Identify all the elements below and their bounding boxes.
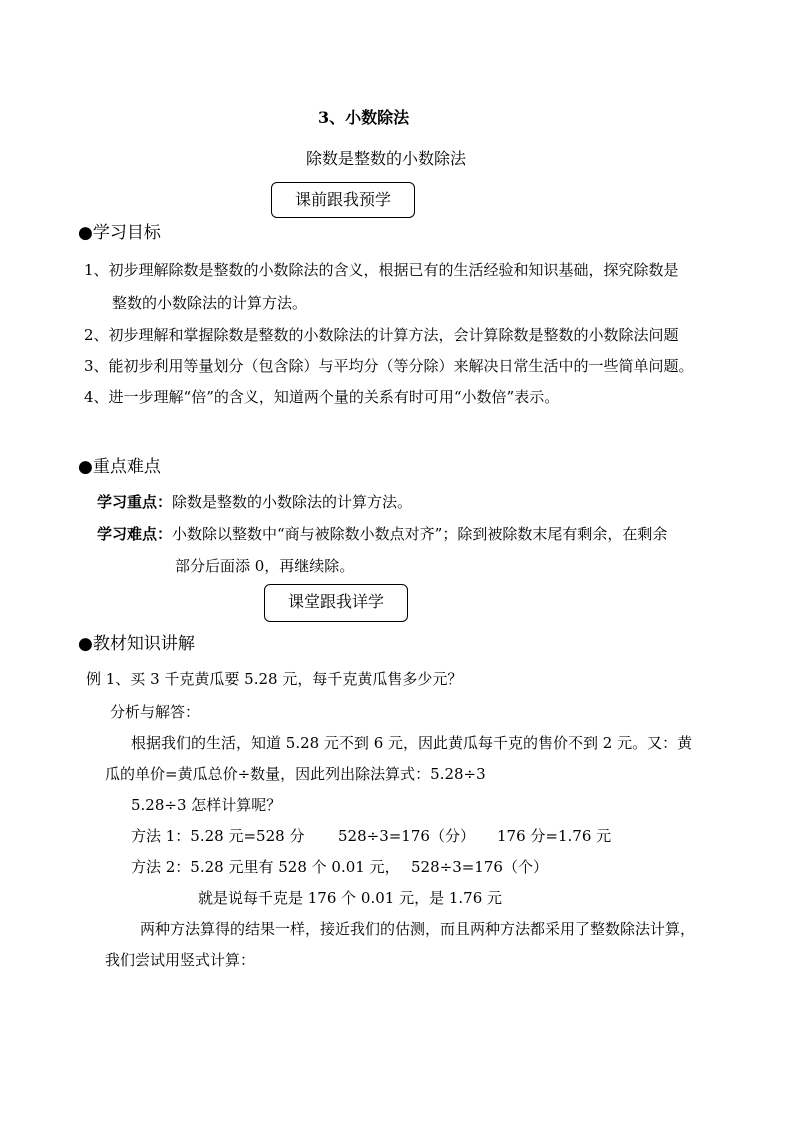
key-point-text: 除数是整数的小数除法的计算方法。 (172, 493, 413, 511)
paragraph-1b: 瓜的单价=黄瓜总价÷数量，因此列出除法算式：5.28÷3 (105, 765, 486, 783)
section-heading-goals: ●学习目标 (78, 223, 161, 243)
method-1-a: 方法 1：5.28 元=528 分 (131, 827, 305, 845)
difficulty-text-cont: 部分后面添 0，再继续除。 (175, 557, 355, 575)
method-1-c: 176 分=1.76 元 (497, 827, 612, 845)
paragraph-3b: 我们尝试用竖式计算： (105, 951, 256, 969)
key-point (97, 492, 412, 512)
key-point-label: 学习重点： (97, 493, 173, 511)
method-2-b: 528÷3=176（个） (411, 858, 548, 876)
doc-subtitle: 除数是整数的小数除法 (306, 149, 467, 168)
difficulty-label: 学习难点： (97, 525, 173, 543)
section-heading-keypoints: ●重点难点 (78, 457, 161, 477)
goal-1b: 整数的小数除法的计算方法。 (112, 294, 308, 312)
section-heading-explanation: ●教材知识讲解 (78, 634, 195, 654)
goal-2: 2、初步理解和掌握除数是整数的小数除法的计算方法，会计算除数是整数的小数除法问题 (84, 326, 679, 344)
doc-title: 3、小数除法 (318, 108, 410, 127)
difficulty-point (97, 524, 667, 544)
paragraph-1a: 根据我们的生活，知道 5.28 元不到 6 元，因此黄瓜每千克的售价不到 2 元。又：黄 (131, 734, 693, 752)
difficulty-text: 小数除以整数中“商与被除数小数点对齐”；除到被除数末尾有剩余，在剩余 (172, 525, 668, 543)
analysis-label: 分析与解答： (110, 703, 201, 721)
section-box-preview: 课前跟我预学 (271, 182, 415, 218)
goal-1a: 1、初步理解除数是整数的小数除法的含义，根据已有的生活经验和知识基础，探究除数是 (84, 261, 679, 279)
goal-4: 4、进一步理解“倍”的含义，知道两个量的关系有时可用“小数倍”表示。 (84, 388, 560, 406)
paragraph-3a: 两种方法算得的结果一样，接近我们的估测，而且两种方法都采用了整数除法计算， (140, 920, 696, 938)
goal-3: 3、能初步利用等量划分（包含除）与平均分（等分除）来解决日常生活中的一些简单问题。 (84, 357, 694, 375)
paragraph-2: 5.28÷3 怎样计算呢？ (131, 796, 282, 814)
method-2-c: 就是说每千克是 176 个 0.01 元，是 1.76 元 (198, 889, 503, 907)
method-2-a: 方法 2：5.28 元里有 528 个 0.01 元， (131, 858, 400, 876)
method-1-b: 528÷3=176（分） (338, 827, 475, 845)
section-box-class: 课堂跟我详学 (264, 584, 408, 622)
example-question: 例 1、买 3 千克黄瓜要 5.28 元，每千克黄瓜售多少元？ (86, 670, 463, 688)
